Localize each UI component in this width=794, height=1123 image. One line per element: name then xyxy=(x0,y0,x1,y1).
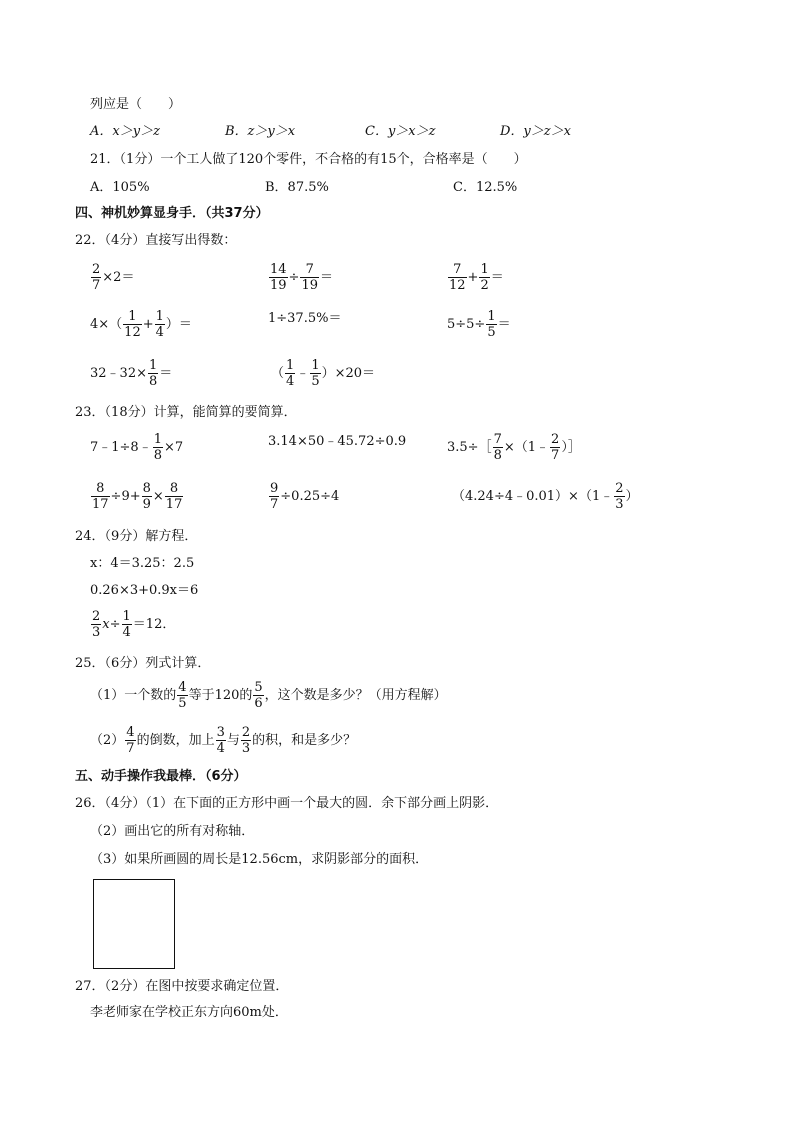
q22-item-3: $\frac{7}{12}$ + $\frac{1}{2}$ ＝ xyxy=(449,262,504,293)
q23-item-1: 7﹣1÷8﹣ $\frac{1}{8}$ ×7 xyxy=(90,432,184,463)
q23-item-4: $\frac{8}{17}$ ÷9+ $\frac{8}{9}$ × $\frac{8}{17}$ xyxy=(92,481,183,512)
q25-part-2: （2） $\frac{4}{7}$ 的倒数，加上 $\frac{3}{4}$ 与 $\frac{2}{3}$ 的积，和是多少？ xyxy=(90,725,357,756)
q22-item-2: $\frac{14}{19}$ ÷ $\frac{7}{19}$ ＝ xyxy=(270,262,334,293)
fraction: $\frac{3}{4}$ xyxy=(216,725,225,756)
section-4-heading: 四、神机妙算显身手．（共37分） xyxy=(75,206,269,221)
q23-item-5: $\frac{9}{7}$ ÷0.25÷4 xyxy=(270,481,340,512)
q20-option-d: D．y＞z＞x xyxy=(500,124,571,139)
fraction: $\frac{8}{9}$ xyxy=(142,481,151,512)
fraction: $\frac{5}{6}$ xyxy=(254,680,263,711)
fraction: $\frac{9}{7}$ xyxy=(270,481,279,512)
q26-part-2: （2）画出它的所有对称轴． xyxy=(90,824,255,839)
q22-item-4: 4×（ $\frac{1}{12}$ + $\frac{1}{4}$ ）＝ xyxy=(90,309,192,340)
q21-option-b: B．87.5% xyxy=(265,180,329,195)
fraction: $\frac{2}{3}$ xyxy=(615,481,624,512)
fraction: $\frac{2}{7}$ xyxy=(92,262,101,293)
fraction: $\frac{4}{7}$ xyxy=(126,725,135,756)
fraction: $\frac{1}{2}$ xyxy=(480,262,489,293)
q22-item-8: （ $\frac{1}{4}$ ﹣ $\frac{1}{5}$ ）×20＝ xyxy=(271,358,376,389)
fraction: $\frac{1}{4}$ xyxy=(286,358,295,389)
section-5-heading: 五、动手操作我最棒．（6分） xyxy=(75,769,247,784)
fraction: $\frac{7}{8}$ xyxy=(493,432,502,463)
fraction: $\frac{1}{5}$ xyxy=(487,309,496,340)
fraction: $\frac{1}{8}$ xyxy=(153,432,162,463)
q23-stem: 23．（18分）计算，能简算的要简算． xyxy=(75,405,297,420)
q27-stem: 27．（2分）在图中按要求确定位置． xyxy=(75,979,289,994)
square-figure xyxy=(93,879,175,969)
q21-option-a: A．105% xyxy=(90,180,150,195)
q27-part-1: 李老师家在学校正东方向60m处． xyxy=(90,1005,288,1020)
fraction: $\frac{7}{12}$ xyxy=(449,262,466,293)
q23-item-2: 3.14×50﹣45.72÷0.9 xyxy=(268,434,407,449)
fraction: $\frac{8}{17}$ xyxy=(165,481,183,512)
q21-option-c: C．12.5% xyxy=(453,180,518,195)
fraction: $\frac{1}{12}$ xyxy=(124,309,141,340)
q20-option-c: C．y＞x＞z xyxy=(365,124,436,139)
q24-equation-3: $\frac{2}{3}$ x÷ $\frac{1}{4}$ ＝12． xyxy=(92,609,176,640)
q26-stem: 26．（4分）（1）在下面的正方形中画一个最大的圆．余下部分画上阴影． xyxy=(75,796,499,811)
q20-stem-tail: 列应是（ ） xyxy=(90,97,182,112)
q22-stem: 22．（4分）直接写出得数： xyxy=(75,233,237,248)
fraction: $\frac{8}{17}$ xyxy=(92,481,109,512)
fraction: $\frac{2}{7}$ xyxy=(551,432,560,463)
q22-item-6: 5÷5÷ $\frac{1}{5}$ ＝ xyxy=(447,309,511,340)
q23-item-3: 3.5÷［ $\frac{7}{8}$ ×（1﹣ $\frac{2}{7}$ ）］ xyxy=(447,432,581,463)
fraction: $\frac{7}{19}$ xyxy=(301,262,318,293)
q25-part-1: （1）一个数的 $\frac{4}{5}$ 等于120的 $\frac{5}{6}$ ，这个数是多少？（用方程解） xyxy=(90,680,447,711)
fraction: $\frac{1}{4}$ xyxy=(155,309,164,340)
q20-option-a: A．x＞y＞z xyxy=(90,124,160,139)
fraction: $\frac{2}{3}$ xyxy=(92,609,101,640)
q24-equation-2: 0.26×3+0.9x＝6 xyxy=(90,583,199,598)
fraction: $\frac{1}{8}$ xyxy=(148,358,158,389)
q21-stem: 21．（1分）一个工人做了120个零件，不合格的有15个，合格率是（ ） xyxy=(90,152,527,167)
q24-equation-1: x：4＝3.25：2.5 xyxy=(90,556,195,571)
q25-stem: 25．（6分）列式计算． xyxy=(75,656,211,671)
fraction: $\frac{1}{5}$ xyxy=(311,358,320,389)
fraction: $\frac{1}{4}$ xyxy=(122,609,131,640)
q22-item-1: $\frac{2}{7}$ ×2＝ xyxy=(92,262,135,293)
q26-part-3: （3）如果所画圆的周长是12.56cm，求阴影部分的面积． xyxy=(90,852,429,867)
q22-item-7: 32﹣32× $\frac{1}{8}$ ＝ xyxy=(90,358,173,389)
q22-item-5: 1÷37.5%＝ xyxy=(268,311,342,326)
fraction: $\frac{14}{19}$ xyxy=(270,262,287,293)
fraction: $\frac{2}{3}$ xyxy=(241,725,251,756)
fraction: $\frac{4}{5}$ xyxy=(178,680,187,711)
q20-option-b: B．z＞y＞x xyxy=(225,124,296,139)
q23-item-6: （4.24÷4﹣0.01）×（1﹣ $\frac{2}{3}$ ） xyxy=(452,481,639,512)
q24-stem: 24．（9分）解方程． xyxy=(75,529,198,544)
